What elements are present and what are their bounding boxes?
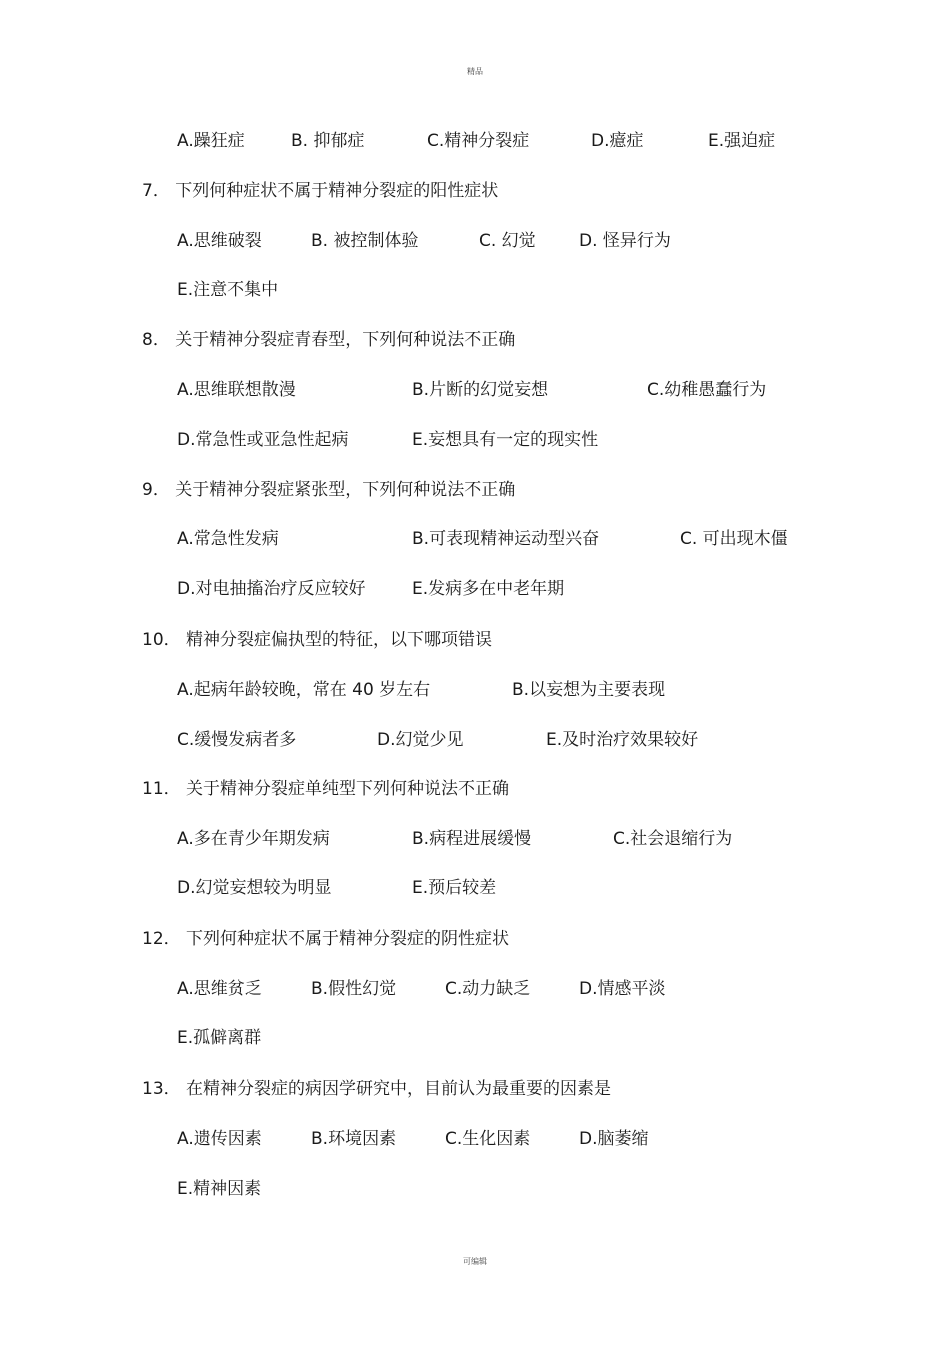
option-b: B. 被控制体验 — [311, 231, 419, 251]
question-10 — [142, 628, 492, 652]
option-d: D.脑萎缩 — [579, 1129, 649, 1149]
option-row — [0, 876, 950, 900]
option-a: A.遗传因素 — [177, 1129, 262, 1149]
option-row — [0, 527, 950, 551]
option-d: D.常急性或亚急性起病 — [177, 430, 349, 450]
question-number: 7． — [142, 181, 170, 201]
question-text: 在精神分裂症的病因学研究中，目前认为最重要的因素是 — [186, 1079, 612, 1099]
question-text: 关于精神分裂症单纯型下列何种说法不正确 — [186, 779, 510, 799]
option-c: C.幼稚愚蠢行为 — [647, 380, 767, 400]
option-a: A.思维联想散漫 — [177, 380, 296, 400]
option-c: C.精神分裂症 — [427, 131, 530, 151]
option-d: D.幻觉少见 — [377, 730, 464, 750]
question-8 — [142, 328, 515, 352]
option-row — [0, 977, 950, 1001]
option-e: E.注意不集中 — [177, 280, 279, 300]
question-13 — [142, 1077, 611, 1101]
option-e: E.及时治疗效果较好 — [546, 730, 699, 750]
option-row — [0, 428, 950, 452]
option-b: B.片断的幻觉妄想 — [412, 380, 549, 400]
question-text: 精神分裂症偏执型的特征，以下哪项错误 — [186, 630, 493, 650]
option-a: A.思维破裂 — [177, 231, 262, 251]
option-a: A.思维贫乏 — [177, 979, 262, 999]
question-7 — [142, 179, 498, 203]
option-e: E.妄想具有一定的现实性 — [412, 430, 599, 450]
option-b: B.病程进展缓慢 — [412, 829, 532, 849]
question-12 — [142, 927, 509, 951]
option-b: B.环境因素 — [311, 1129, 397, 1149]
option-row — [0, 577, 950, 601]
option-c: C.动力缺乏 — [445, 979, 531, 999]
question-number: 11． — [142, 779, 181, 799]
option-e: E.发病多在中老年期 — [412, 579, 565, 599]
option-e: E.预后较差 — [412, 878, 497, 898]
option-row — [0, 728, 950, 752]
option-e: E.精神因素 — [177, 1179, 262, 1199]
option-b: B.可表现精神运动型兴奋 — [412, 529, 600, 549]
question-number: 12． — [142, 929, 181, 949]
page-footer: 可编辑 — [463, 1257, 487, 1266]
option-c: C.生化因素 — [445, 1129, 531, 1149]
option-row — [0, 827, 950, 851]
question-number: 8． — [142, 330, 170, 350]
question-number: 9． — [142, 480, 170, 500]
option-e: E.强迫症 — [708, 131, 776, 151]
question-text: 关于精神分裂症紧张型，下列何种说法不正确 — [175, 480, 516, 500]
option-row — [0, 378, 950, 402]
question-text: 下列何种症状不属于精神分裂症的阳性症状 — [175, 181, 499, 201]
option-a: A.常急性发病 — [177, 529, 279, 549]
option-row — [0, 129, 950, 153]
option-b: B.以妄想为主要表现 — [512, 680, 666, 700]
page-header: 精品 — [467, 67, 483, 76]
question-text: 关于精神分裂症青春型，下列何种说法不正确 — [175, 330, 516, 350]
option-row — [0, 1127, 950, 1151]
option-a: A.起病年龄较晚，常在 40 岁左右 — [177, 680, 431, 700]
option-d: D. 怪异行为 — [579, 231, 671, 251]
option-d: D.癔症 — [591, 131, 644, 151]
option-row — [0, 229, 950, 253]
option-b: B.假性幻觉 — [311, 979, 397, 999]
option-a: A.躁狂症 — [177, 131, 245, 151]
option-d: D.对电抽搐治疗反应较好 — [177, 579, 366, 599]
question-number: 13． — [142, 1079, 181, 1099]
option-e: E.孤僻离群 — [177, 1028, 262, 1048]
question-9 — [142, 478, 515, 502]
option-row — [0, 678, 950, 702]
option-c: C. 可出现木僵 — [680, 529, 788, 549]
question-number: 10． — [142, 630, 181, 650]
option-c: C.社会退缩行为 — [613, 829, 733, 849]
question-11 — [142, 777, 509, 801]
option-a: A.多在青少年期发病 — [177, 829, 330, 849]
option-d: D.幻觉妄想较为明显 — [177, 878, 332, 898]
option-c: C.缓慢发病者多 — [177, 730, 297, 750]
option-c: C. 幻觉 — [479, 231, 536, 251]
question-text: 下列何种症状不属于精神分裂症的阴性症状 — [186, 929, 510, 949]
option-d: D.情感平淡 — [579, 979, 666, 999]
option-b: B. 抑郁症 — [291, 131, 365, 151]
